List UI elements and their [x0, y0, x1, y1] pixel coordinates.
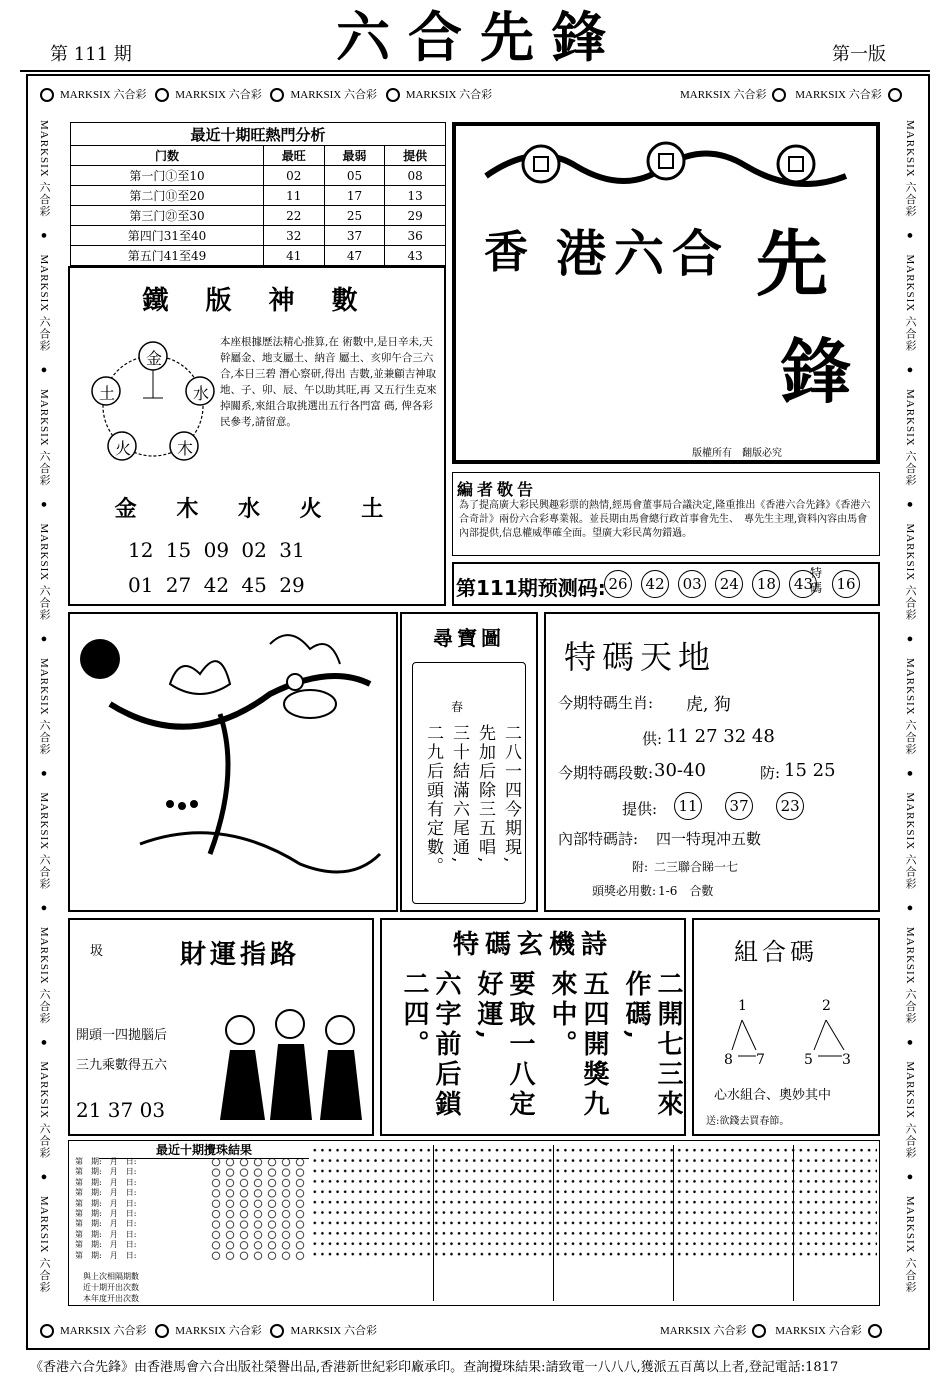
give2-ball: 23	[776, 792, 804, 820]
cell: 13	[385, 186, 446, 206]
figures-illustration	[210, 1000, 370, 1130]
give2-ball: 37	[725, 792, 753, 820]
cell: 32	[263, 226, 324, 246]
flower-icon	[772, 88, 786, 102]
tieban-line2: 01 27 42 45 29	[128, 573, 305, 597]
flower-icon	[155, 1324, 169, 1338]
flower-icon	[752, 1324, 766, 1338]
element-metal: 金	[146, 349, 163, 368]
forecast-label: 第111期预测码:	[456, 576, 606, 600]
history-title: 最近十期攪珠結果	[99, 1141, 309, 1159]
bottom-strip-right	[660, 1322, 888, 1338]
strip-text: MARKSIX 六合彩	[904, 1195, 916, 1294]
fortune-line1: 開頭一四拋腦后	[76, 1028, 168, 1043]
top-strip	[34, 86, 492, 102]
tieban-title: 鐵 版 神 數	[142, 286, 372, 316]
hot-cold-title: 最近十期旺熱門分析	[71, 123, 446, 146]
fortune-numbers: 21 37 03	[76, 1098, 166, 1122]
cell: 第四门31至40	[71, 226, 264, 246]
cell: 22	[263, 206, 324, 226]
element-fire: 火	[115, 439, 132, 458]
special-title: 特碼天地	[564, 638, 717, 676]
forecast-ball: 03	[678, 570, 706, 598]
element-water: 水	[193, 384, 210, 403]
flower-icon	[270, 1324, 284, 1338]
cell: 36	[385, 226, 446, 246]
fortune-panel	[68, 918, 374, 1136]
give2-ball: 11	[674, 792, 702, 820]
history-row-label: 第 期: 月 日:	[75, 1240, 137, 1250]
strip-text: MARKSIX 六合彩	[38, 120, 50, 218]
strip-text: MARKSIX 六合彩	[38, 254, 50, 352]
strip-text: MARKSIX 六合彩	[38, 792, 50, 890]
flower-icon	[40, 1324, 54, 1338]
table-row	[71, 226, 446, 246]
table-row	[71, 246, 446, 266]
history-foot2: 近十期开出次数	[83, 1283, 139, 1292]
note-value: 二三聯合睇一七	[654, 860, 739, 874]
painting-panel	[68, 612, 398, 912]
history-row-label: 第 期: 月 日:	[75, 1219, 137, 1229]
bottom-strip	[34, 1322, 377, 1338]
poem-col-4: 六字前后鎖二四。	[399, 970, 461, 1120]
guard-label: 防:	[760, 764, 781, 782]
range-value: 30-40	[654, 760, 706, 781]
strip-text: MARKSIX 六合彩	[795, 89, 882, 101]
history-blank-circles	[209, 1157, 305, 1261]
strip-text: MARKSIX 六合彩	[904, 388, 916, 487]
treasure-title: 尋寶圖	[433, 626, 505, 650]
element-wood: 木	[177, 439, 194, 458]
col-header: 最旺	[263, 146, 324, 166]
masthead-title: 六合先鋒	[336, 5, 624, 69]
strip-text: MARKSIX 六合彩	[38, 1061, 50, 1159]
forecast-ball: 18	[752, 570, 780, 598]
ad-panel	[452, 122, 880, 464]
poem-col-3: 要取一八定好運,	[473, 970, 535, 1120]
strip-text: MARKSIX 六合彩	[38, 388, 50, 487]
cell: 11	[263, 186, 324, 206]
special-ball: 16	[832, 570, 860, 598]
grid-divider	[433, 1145, 434, 1301]
treasure-season: 春	[450, 700, 463, 714]
grid-divider	[673, 1145, 674, 1301]
strip-text: MARKSIX 六合彩	[175, 89, 262, 101]
combo-title: 組合碼	[734, 938, 818, 966]
poem-title: 特碼玄機詩	[452, 930, 613, 960]
strip-text: MARKSIX 六合彩	[904, 1061, 916, 1159]
history-row-label: 第 期: 月 日:	[75, 1198, 137, 1208]
edition-label: 第一版	[832, 44, 886, 65]
note-label: 附:	[632, 860, 649, 874]
combo-right-top: 2	[822, 998, 831, 1014]
strip-text: MARKSIX 六合彩	[775, 1325, 862, 1337]
strip-text: MARKSIX 六合彩	[904, 657, 916, 756]
cell: 第五门41至49	[71, 246, 264, 266]
combo-panel	[692, 918, 880, 1136]
combo-right-br: 3	[842, 1052, 851, 1068]
combo-left-top: 1	[738, 998, 747, 1014]
ad-title-right: 先	[756, 221, 829, 306]
left-strip: MARKSIX 六合彩 ● MARKSIX 六合彩 ● MARKSIX 六合彩 ● MARKSIX 六合彩 ● MARKSIX 六合彩 ● MARKSIX 六合彩 ● MARKSIX 六合彩 ● MARKSIX 六合彩 ● MARKSIX 六合彩	[38, 120, 50, 1294]
forecast-special-label: 特碼	[810, 566, 823, 595]
grid-divider	[793, 1145, 794, 1301]
tieban-panel	[68, 266, 446, 606]
strip-text: MARKSIX 六合彩	[60, 1325, 147, 1337]
strip-text: MARKSIX 六合彩	[60, 89, 147, 101]
notice-panel	[452, 472, 880, 556]
strip-text: MARKSIX 六合彩	[904, 120, 916, 218]
combo-left-bl: 8	[724, 1052, 733, 1068]
cell: 47	[324, 246, 385, 266]
combo-caption: 心水組合、奧妙其中	[714, 1088, 832, 1103]
guard-value: 15 25	[784, 760, 836, 781]
forecast-ball: 24	[715, 570, 743, 598]
treasure-col-2: 先加后除三五唱,	[475, 724, 495, 865]
combo-left-br: 7	[756, 1052, 765, 1068]
strip-text: MARKSIX 六合彩	[38, 523, 50, 621]
history-row-label: 第 期: 月 日:	[75, 1188, 137, 1198]
masthead-rule	[20, 70, 930, 72]
range-label: 今期特碼段數:	[558, 764, 654, 782]
issue-number: 第 111 期	[50, 44, 132, 65]
bird-flower-painting	[70, 614, 396, 910]
table-row	[71, 186, 446, 206]
ad-copyright: 版權所有 翻版必究	[692, 448, 782, 459]
ad-title-low: 鋒	[781, 330, 851, 413]
forecast-special	[830, 570, 862, 598]
table-row	[71, 206, 446, 226]
forecast-panel	[452, 562, 880, 606]
history-row-label: 第 期: 月 日:	[75, 1167, 137, 1177]
poem-col-1: 二開七三來作碼,	[621, 970, 683, 1120]
ad-title-left: 香	[484, 227, 528, 278]
cell: 43	[385, 246, 446, 266]
forecast-ball: 26	[604, 570, 632, 598]
strip-text: MARKSIX 六合彩	[680, 89, 767, 101]
fortune-tag: 圾	[90, 944, 104, 959]
treasure-col-1: 二八一四今期現,	[501, 724, 521, 865]
history-row-label: 第 期: 月 日:	[75, 1157, 137, 1166]
fortune-title: 財運指路	[180, 940, 301, 970]
forecast-ball: 42	[641, 570, 669, 598]
poem-value: 四一特現冲五數	[656, 830, 762, 848]
tieban-subtitle: 金 木 水 火 土	[114, 496, 400, 522]
strip-text: MARKSIX 六合彩	[660, 1325, 747, 1337]
strip-text: MARKSIX 六合彩	[904, 254, 916, 352]
strip-text: MARKSIX 六合彩	[38, 1195, 50, 1294]
tieban-text: 本座根據歷法精心推算,在 術數中,是日辛未,天幹屬金、地支屬土、納音 屬土、亥卯午合三六合,本日三碧 潛心察研,得出 吉數,並兼顧吉神取地、子、卯、辰、午以助其旺,再 又五行生克來掉關系,來組合取挑選出五行各門富 碼, 俾各彩民參考,請留意。	[220, 336, 437, 428]
combo-sign: 送:欲錢去買春節。	[706, 1116, 790, 1127]
strip-text: MARKSIX 六合彩	[38, 657, 50, 756]
cell: 41	[263, 246, 324, 266]
flower-icon	[155, 88, 169, 102]
history-row-label: 第 期: 月 日:	[75, 1209, 137, 1219]
history-row-label: 第 期: 月 日:	[75, 1177, 137, 1187]
flower-icon	[868, 1324, 882, 1338]
forecast-numbers	[602, 570, 819, 598]
cell: 29	[385, 206, 446, 226]
zodiac-value: 虎, 狗	[686, 695, 731, 715]
cell: 08	[385, 166, 446, 186]
treasure-panel	[400, 612, 538, 912]
flower-icon	[40, 88, 54, 102]
give2-label: 提供:	[622, 800, 658, 818]
treasure-col-3: 三十結滿六尾通,	[449, 724, 469, 865]
history-row-labels	[75, 1157, 136, 1261]
col-header: 最弱	[324, 146, 385, 166]
give1-value: 11 27 32 48	[666, 726, 775, 747]
fortune-line2: 三九乘數得五六	[76, 1058, 168, 1073]
strip-text: MARKSIX 六合彩	[175, 1325, 262, 1337]
strip-text: MARKSIX 六合彩	[904, 926, 916, 1025]
top-strip-right	[680, 86, 908, 102]
cell: 第三门㉑至30	[71, 206, 264, 226]
col-header: 提供	[385, 146, 446, 166]
strip-text: MARKSIX 六合彩	[38, 926, 50, 1025]
tieban-line1: 12 15 09 02 31	[128, 538, 305, 562]
strip-text: MARKSIX 六合彩	[290, 1325, 377, 1337]
strip-text: MARKSIX 六合彩	[904, 523, 916, 621]
combo-right-bl: 5	[804, 1052, 813, 1068]
history-foot3: 本年度开出次数	[83, 1294, 139, 1303]
flower-icon	[270, 88, 284, 102]
strip-text: MARKSIX 六合彩	[904, 792, 916, 890]
poem-col-2: 五四開獎九來中。	[547, 970, 609, 1120]
history-row-label: 第 期: 月 日:	[75, 1229, 137, 1239]
flower-icon	[386, 88, 400, 102]
col-header: 门数	[71, 146, 264, 166]
history-foot1: 與上次相隔期數	[83, 1272, 139, 1281]
notice-text: 為了提高廣大彩民興趣彩票的熱情,經馬會董事局合議決定,隆重推出《香港六合先鋒》《香港六合奇計》兩份六合彩專業報。並長期由馬會總行政首事會先生、 專先生主理,資料內容由馬會內部提供,信息權威準確全面。望廣大彩民萬勿錯過。	[459, 500, 871, 539]
poem-panel	[380, 918, 686, 1136]
poem-label: 內部特碼詩:	[558, 830, 639, 848]
cell: 02	[263, 166, 324, 186]
cell: 17	[324, 186, 385, 206]
notice-title: 編者敬告	[457, 480, 538, 499]
cell: 25	[324, 206, 385, 226]
special-panel	[544, 612, 880, 912]
strip-text: MARKSIX 六合彩	[405, 89, 493, 101]
cell: 37	[324, 226, 385, 246]
table-row	[71, 166, 446, 186]
head-value: 1-6 合數	[658, 884, 714, 898]
footer-text: 《香港六合先鋒》由香港馬會六合出版社榮譽出品,香港新世紀彩印廠承印。查詢攪珠結果:請致電一八八八,獲派五百萬以上者,登記電話:1817	[30, 1360, 839, 1375]
head-label: 頭獎必用數:	[592, 884, 657, 898]
strip-text: MARKSIX 六合彩	[290, 89, 377, 101]
ad-title-mid: 港六合	[556, 224, 730, 283]
give1-label: 供:	[642, 730, 663, 748]
right-strip: MARKSIX 六合彩 ● MARKSIX 六合彩 ● MARKSIX 六合彩 ● MARKSIX 六合彩 ● MARKSIX 六合彩 ● MARKSIX 六合彩 ● MARKSIX 六合彩 ● MARKSIX 六合彩 ● MARKSIX 六合彩	[904, 120, 916, 1294]
cell: 第二门⑪至20	[71, 186, 264, 206]
element-earth: 土	[99, 384, 116, 403]
cell: 第一门①至10	[71, 166, 264, 186]
give2-values	[672, 792, 806, 820]
cell: 05	[324, 166, 385, 186]
ornament	[476, 136, 856, 216]
history-panel	[68, 1140, 880, 1306]
treasure-col-4: 二九后頭有定數。	[423, 724, 443, 876]
grid-divider	[553, 1145, 554, 1301]
zodiac-label: 今期特碼生肖:	[558, 694, 654, 712]
history-row-label: 第 期: 月 日:	[75, 1250, 137, 1260]
combo-lines	[724, 1016, 854, 1060]
flower-icon	[888, 88, 902, 102]
forecast-ball: 43	[789, 570, 817, 598]
hot-cold-table	[70, 122, 446, 266]
